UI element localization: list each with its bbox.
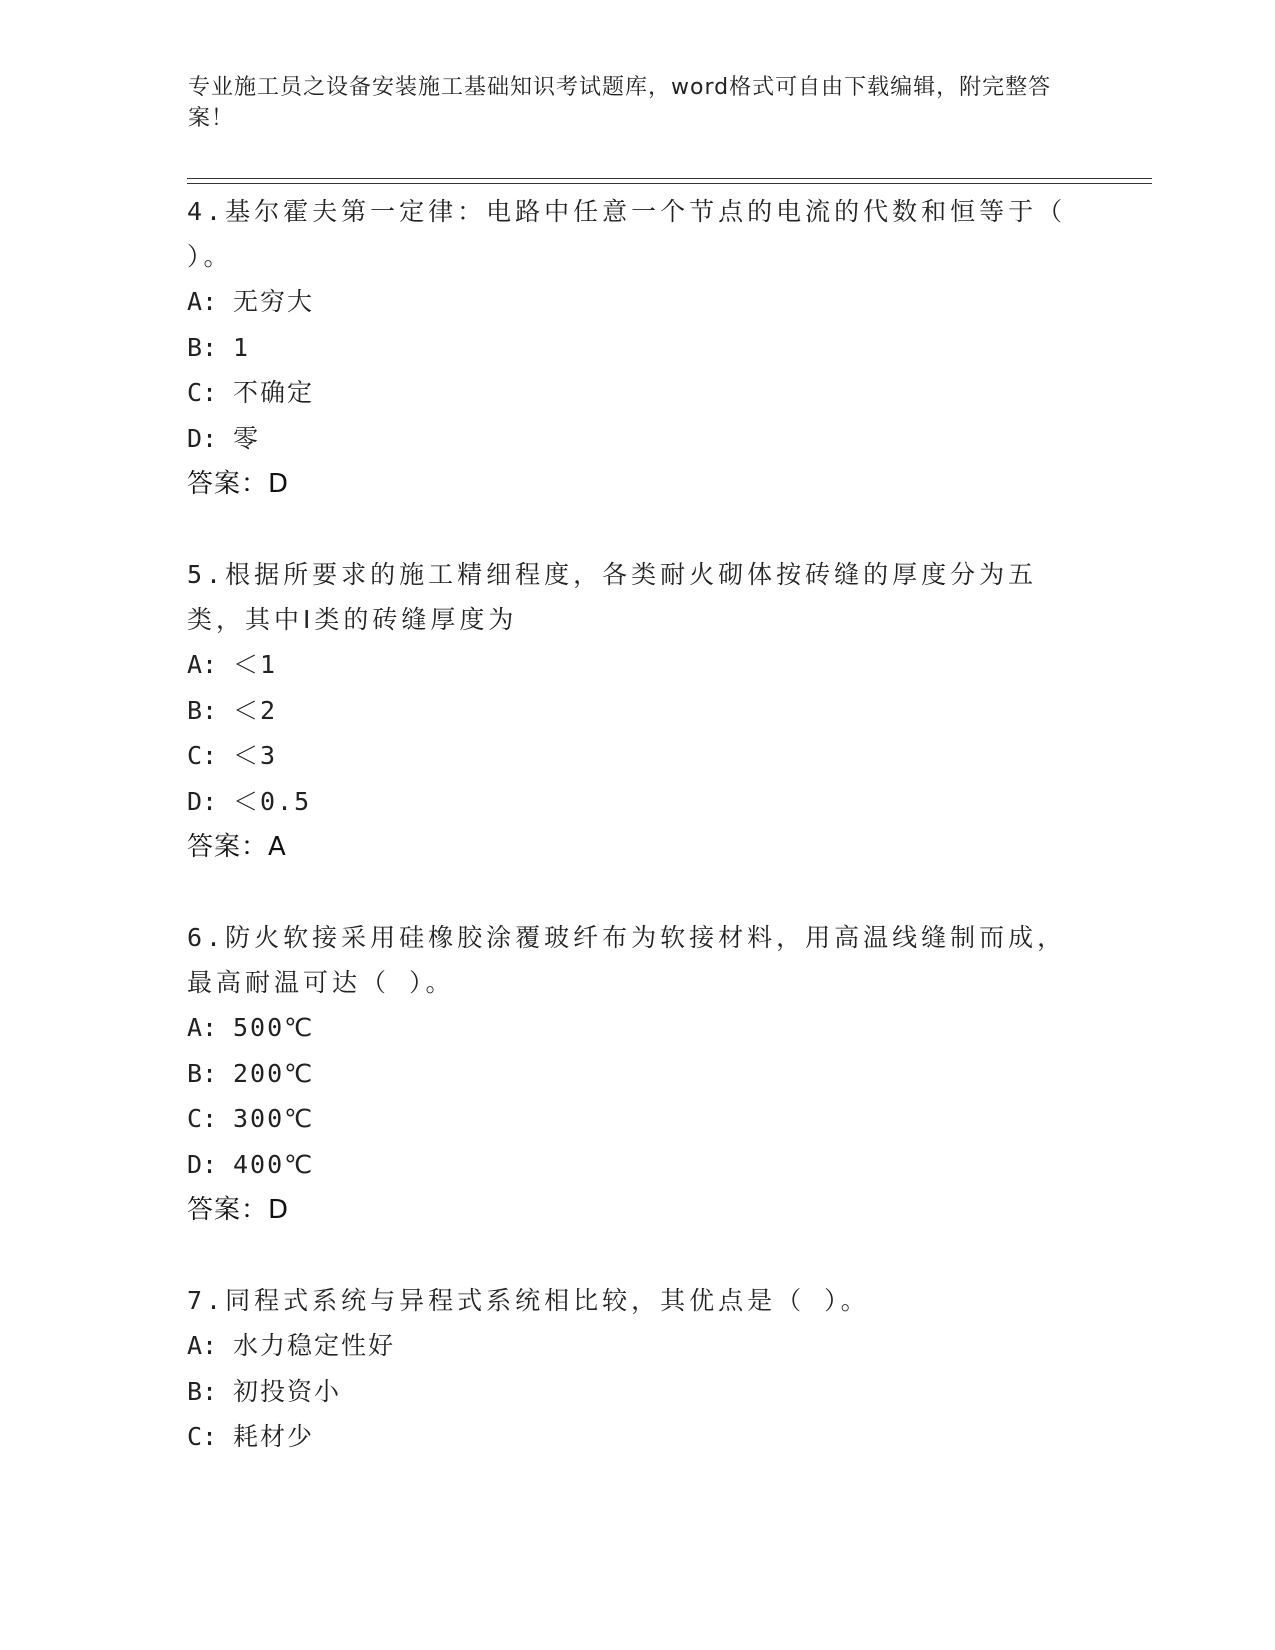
option-b — [187, 1051, 1087, 1097]
option-label: A: — [187, 650, 218, 679]
option-label: A: — [187, 287, 218, 316]
option-c — [187, 1414, 1087, 1460]
option-label: D: — [187, 1149, 218, 1179]
option-text: ＜3 — [233, 741, 278, 770]
option-label: A: — [187, 1331, 218, 1360]
option-c — [187, 370, 1087, 416]
option-label: C: — [187, 741, 218, 770]
question-stem: 5.根据所要求的施工精细程度，各类耐火砌体按砖缝的厚度分为五类，其中Ⅰ类的砖缝厚度为 — [187, 560, 1038, 634]
answer-line: 答案：D — [187, 469, 290, 499]
option-a — [187, 279, 1087, 325]
option-b — [187, 325, 1087, 371]
option-label: B: — [187, 1058, 218, 1088]
option-label: B: — [187, 332, 218, 362]
option-text: 不确定 — [233, 378, 315, 407]
option-text: 耗材少 — [233, 1422, 315, 1451]
option-text: 300℃ — [233, 1104, 315, 1133]
question-stem: 6.防火软接采用硅橡胶涂覆玻纤布为软接材料，用高温线缝制而成，最高耐温可达（ ）。 — [187, 923, 1067, 997]
option-d — [187, 1142, 1087, 1188]
option-text: 400℃ — [233, 1149, 315, 1179]
option-text: 初投资小 — [233, 1376, 342, 1406]
option-text: ＜0.5 — [233, 786, 312, 816]
option-a — [187, 1005, 1087, 1051]
option-label: B: — [187, 1376, 218, 1406]
question-stem: 7.同程式系统与异程式系统相比较，其优点是（ ）。 — [187, 1286, 870, 1315]
option-text: 500℃ — [233, 1013, 315, 1042]
option-c — [187, 733, 1087, 779]
option-text: 1 — [233, 332, 251, 362]
option-label: C: — [187, 378, 218, 407]
question-stem: 4.基尔霍夫第一定律：电路中任意一个节点的电流的代数和恒等于（ ）。 — [187, 197, 1067, 271]
option-text: ＜2 — [233, 695, 278, 725]
option-label: D: — [187, 786, 218, 816]
option-label: B: — [187, 695, 218, 725]
header-divider-bottom — [187, 183, 1152, 184]
answer-line: 答案：D — [187, 1195, 290, 1225]
question-6 — [187, 915, 1087, 1233]
answer-line: 答案：A — [187, 832, 287, 862]
option-d — [187, 779, 1087, 825]
option-a — [187, 642, 1087, 688]
option-c — [187, 1096, 1087, 1142]
option-label: C: — [187, 1104, 218, 1133]
option-label: C: — [187, 1422, 218, 1451]
header-divider-top — [187, 178, 1152, 179]
option-d — [187, 416, 1087, 462]
question-list — [187, 189, 1087, 1460]
option-label: D: — [187, 423, 218, 453]
option-text: 零 — [233, 423, 261, 453]
document-header: 专业施工员之设备安装施工基础知识考试题库，word格式可自由下载编辑，附完整答案！ — [188, 75, 1052, 131]
question-7 — [187, 1278, 1087, 1460]
question-4 — [187, 189, 1087, 507]
option-text: 水力稳定性好 — [233, 1331, 396, 1360]
option-b — [187, 688, 1087, 734]
option-label: A: — [187, 1013, 218, 1042]
option-text: 无穷大 — [233, 287, 315, 316]
option-text: ＜1 — [233, 650, 278, 679]
option-text: 200℃ — [233, 1058, 315, 1088]
question-5 — [187, 552, 1087, 870]
option-a — [187, 1323, 1087, 1369]
option-b — [187, 1369, 1087, 1415]
